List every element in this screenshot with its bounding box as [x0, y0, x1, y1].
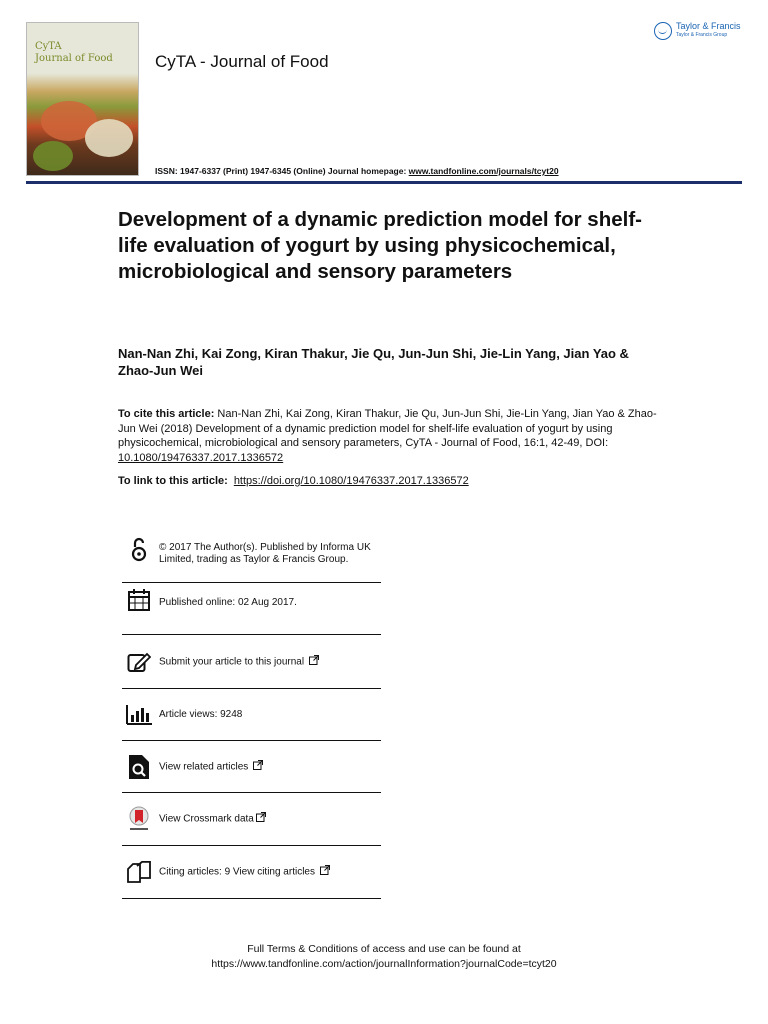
submit-article-row[interactable] [122, 635, 381, 689]
article-link-label: To link to this article: [118, 475, 228, 487]
copyright-row: © 2017 The Author(s). Published by Informa UK Limited, trading as Taylor & Francis Group. [122, 533, 381, 583]
citing-articles-row[interactable] [122, 846, 381, 899]
citation-label: To cite this article: [118, 408, 215, 420]
submit-article-link[interactable]: Submit your article to this journal [159, 656, 305, 668]
related-articles-link[interactable]: View related articles [159, 761, 249, 773]
terms-line: Full Terms & Conditions of access and use can be found at [247, 943, 521, 955]
taylor-francis-logo-icon [654, 22, 672, 40]
edit-icon [126, 649, 152, 675]
open-access-icon [126, 537, 152, 563]
journal-name: CyTA - Journal of Food [155, 52, 329, 71]
citation-text: Nan-Nan Zhi, Kai Zong, Kiran Thakur, Jie Qu, Jun-Jun Shi, Jie-Lin Yang, Jian Yao & Zhao-Jun Wei (2018) Development of a dynamic prediction model for shelf-life evaluation of yogurt by using physicochemical, microbiological and sensory parameters, CyTA - Journal of Food, 16:1, 42-49, DOI: [118, 408, 657, 449]
external-link-icon [256, 812, 266, 826]
external-link-icon [309, 655, 319, 669]
published-online-row: Published online: 02 Aug 2017. [122, 583, 381, 635]
article-title: Development of a dynamic prediction model for shelf-life evaluation of yogurt by using physicochemical, microbiological and sensory parameters [118, 208, 642, 283]
crossmark-link[interactable]: View Crossmark data [159, 813, 254, 825]
publisher-name: Taylor & Francis [676, 21, 741, 31]
calendar-icon [126, 587, 152, 613]
terms-url[interactable]: https://www.tandfonline.com/action/journalInformation?journalCode=tcyt20 [211, 958, 557, 970]
cover-title: CyTA Journal of Food [35, 41, 113, 64]
citation-block [118, 407, 658, 465]
terms-footer [0, 942, 768, 972]
header-divider [26, 181, 742, 184]
citation-doi-link[interactable]: 10.1080/19476337.2017.1336572 [118, 451, 284, 464]
external-link-icon [320, 865, 330, 879]
article-info-list [122, 533, 381, 899]
article-views-row: Article views: 9248 [122, 689, 381, 741]
crossmark-row[interactable] [122, 793, 381, 846]
article-link-line [118, 475, 469, 487]
journal-cover-image [26, 22, 139, 176]
crossmark-icon [126, 806, 152, 832]
citing-articles-link[interactable]: Citing articles: 9 View citing articles [159, 866, 315, 878]
issn-line: ISSN: 1947-6337 (Print) 1947-6345 (Online) Journal homepage: www.tandfonline.com/journals/tcyt20 [155, 166, 559, 176]
publisher-sub: Taylor & Francis Group [676, 32, 728, 38]
external-link-icon [253, 760, 263, 774]
publisher-logo[interactable] [654, 22, 741, 40]
related-articles-icon [126, 754, 152, 780]
citing-articles-icon [126, 859, 152, 885]
bar-chart-icon [126, 702, 152, 728]
article-authors: Nan-Nan Zhi, Kai Zong, Kiran Thakur, Jie Qu, Jun-Jun Shi, Jie-Lin Yang, Jian Yao & Zhao-Jun Wei [118, 346, 629, 378]
journal-homepage-link[interactable]: www.tandfonline.com/journals/tcyt20 [408, 166, 559, 176]
article-doi-url[interactable]: https://doi.org/10.1080/19476337.2017.1336572 [233, 475, 469, 487]
related-articles-row[interactable] [122, 741, 381, 793]
